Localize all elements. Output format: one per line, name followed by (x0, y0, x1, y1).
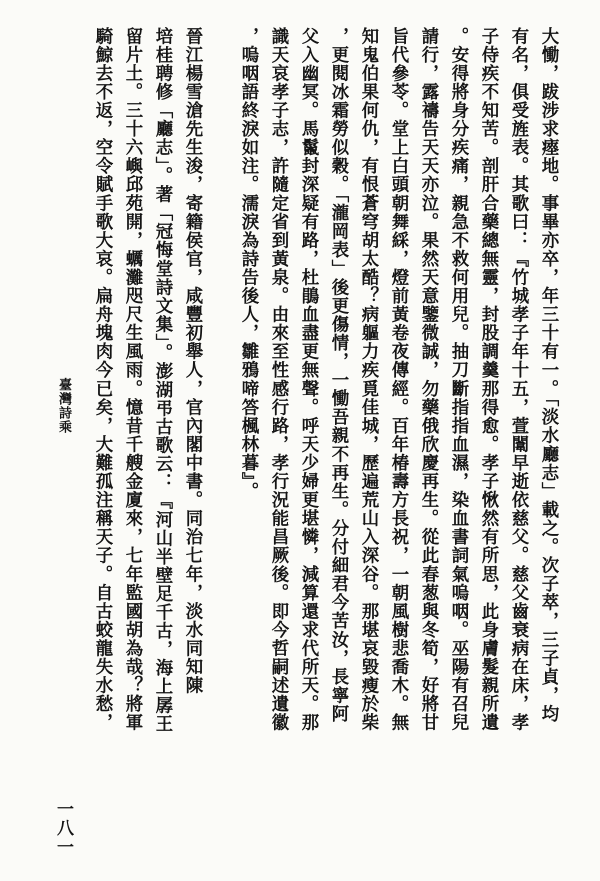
text-column: 請行，露禱告天天亦泣。果然天意鑒微誠，勿藥俄欣慶再生。從此春葱與冬筍，好將甘 (418, 27, 438, 732)
text-column: 騎鯨去不返，空令賦手歌大哀。扁舟塊肉今已矣，大難孤注稱天子。自古蛟龍失水愁， (92, 27, 112, 732)
text-column: ，更閱冰霜勞似穀。「瀧岡表」後更傷情，一慟吾親不再生。分付細君今苦汝，長寧阿 (328, 27, 348, 724)
text-column: 識天哀孝子志，許隨定省到黃泉。由來至性感行路，孝行況能昌厥後。即今哲嗣述遺徽 (268, 27, 288, 732)
text-column: 大慟，跋涉求瘞地。事畢亦卒，年三十有一。「淡水廳志」載之。次子萃，三子貞，均 (538, 27, 558, 724)
text-column: 。安得將身分疾痛，親急不救何用兒。抽刀斷指指血濕，染血書詞氣嗚咽。巫陽有召兒 (448, 27, 468, 732)
text-column: 留片土。三十六嶼邱苑開，蠣灘咫尺生風雨。憶昔千艘金廈來，七年監國胡為哉？將軍 (122, 27, 142, 732)
text-column: 培桂聘修「廳志」。著「冠悔堂詩文集」。澎湖弔古歌云：『河山半壁足千古，海上孱王 (152, 27, 172, 734)
text-column: 有名，俱受旌表。其歌曰：『竹城孝子年十五，萱闈早逝依慈父。慈父齒衰病在床，孝 (508, 27, 528, 732)
page-number: 一八一 (53, 800, 73, 857)
text-column: 晉江楊雪滄先生浚，寄籍侯官，咸豐初舉人，官內閣中書。同治七年，淡水同知陳 (182, 27, 202, 695)
text-column: 父入幽冥。馬鬣封深疑有路，杜鵑血盡更無聲。呼天少婦更堪憐，減算還求代所天。那 (298, 27, 318, 732)
text-column: 子侍疾不知苦。剖肝合藥總無靈，封股調羹那得愈。孝子愀然有所思，此身膚髮親所遺 (478, 27, 498, 732)
text-column: 知鬼伯果何仇，有恨蒼穹胡太酷？病軀力疾覓佳城，歷遍荒山入深谷。那堪哀毀瘦於柴 (358, 27, 378, 732)
running-header: 臺灣詩乘 (56, 378, 71, 434)
text-column: 旨代參苓。堂上白頭朝舞綵，燈前黃卷夜傳經。百年椿壽方長祝，一朝風樹悲喬木。無 (388, 27, 408, 732)
text-column: ，嗚咽語終淚如注。濡淚為詩告後人，雛鴉啼答楓林暮』。 (238, 27, 258, 501)
